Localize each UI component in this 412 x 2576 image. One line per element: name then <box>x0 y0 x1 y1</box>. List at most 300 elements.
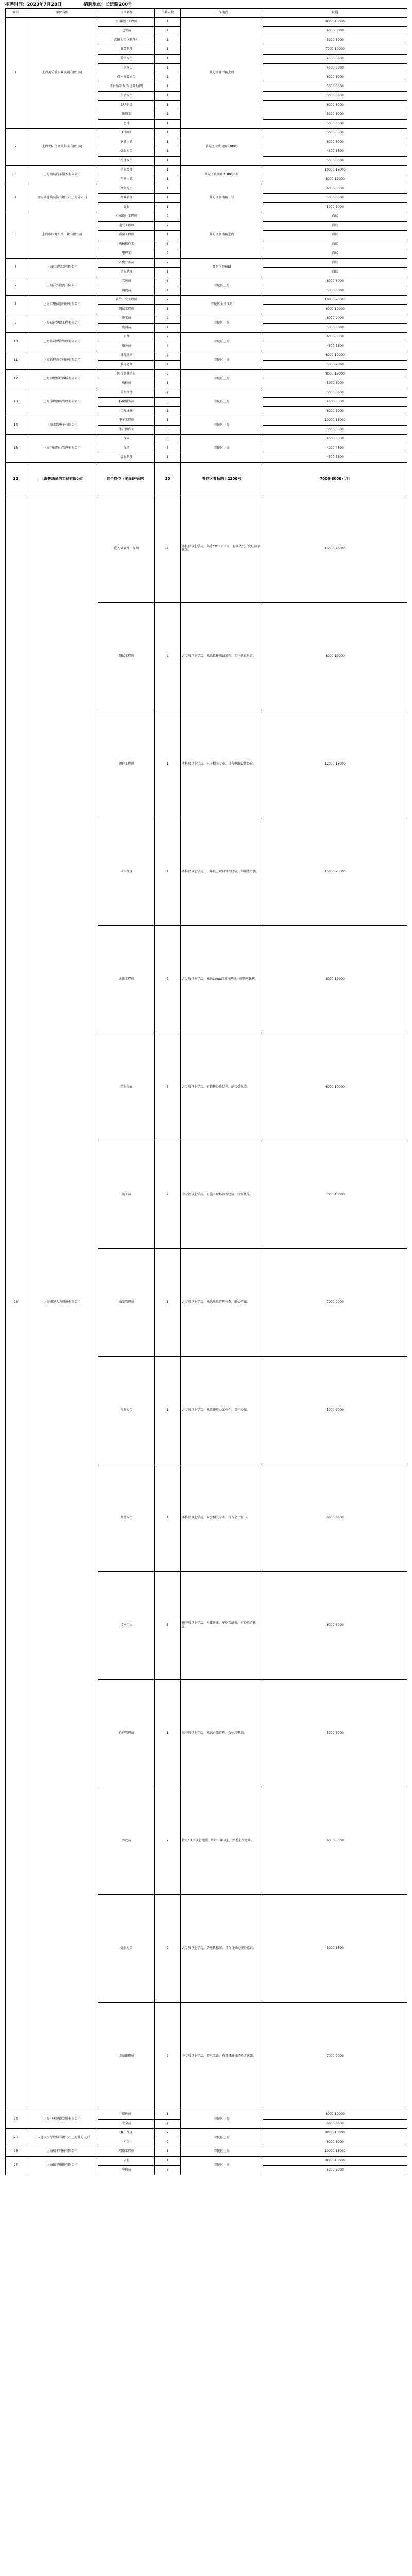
position-requirement: 大专及以上学历，有销售经验优先，能接受出差。 <box>181 1033 263 1141</box>
position-title: 导购员 <box>98 2166 155 2175</box>
position-title: 市场专员 <box>98 64 155 73</box>
position-title: 质量管理员 <box>98 1249 155 1357</box>
table-row <box>6 370 407 379</box>
position-title: 施工员 <box>98 314 155 324</box>
position-pay: 面议 <box>263 222 407 231</box>
position-pay: 5000-6000 <box>263 324 407 333</box>
position-count: 2 <box>155 351 181 361</box>
position-requirement: 本科及以上学历，电子相关专业，具有电路设计经验。 <box>181 710 263 818</box>
position-pay: 5000-6000 <box>263 82 407 92</box>
position-title: 业务助理 <box>98 45 155 55</box>
position-pay: 6000-8000 <box>263 101 407 110</box>
table-row <box>6 166 407 175</box>
position-pay: 面议 <box>263 231 407 240</box>
position-count: 3 <box>155 277 181 286</box>
position-title: 外贸业务员 <box>98 259 155 268</box>
position-pay: 5000-6000 <box>263 379 407 388</box>
position-count: 1 <box>155 45 181 55</box>
position-title: 客服专员 <box>98 1895 155 2003</box>
position-title: 设备维修员 <box>98 2003 155 2110</box>
position-pay: 4000-4500 <box>263 444 407 453</box>
position-title: 前台接待 <box>98 388 155 398</box>
position-count: 1 <box>155 166 181 175</box>
company-no: 11 <box>6 351 26 370</box>
position-count: 1 <box>155 36 181 45</box>
position-count: 1 <box>155 175 181 184</box>
position-count: 1 <box>155 286 181 296</box>
position-title: 财务专员 <box>98 1464 155 1572</box>
work-location: 普陀区真南路二号 <box>181 184 263 212</box>
position-count: 1 <box>155 407 181 416</box>
company-no: 10 <box>6 333 26 351</box>
position-count: 2 <box>155 2003 181 2110</box>
position-title: 电气工程师 <box>98 222 155 231</box>
position-title: 保安 <box>98 435 155 444</box>
work-location: 普陀区上海 <box>181 370 263 388</box>
position-title: 销售经理 <box>98 166 155 175</box>
col-location: 工作地点 <box>181 9 263 18</box>
work-location: 普陀区上海 <box>181 314 263 333</box>
position-pay: 面议 <box>263 240 407 249</box>
position-title: 营销专员 <box>98 55 155 64</box>
company-name: 上海汇聚信息科技有限公司 <box>26 296 98 314</box>
position-pay: 15000-25000 <box>263 818 407 926</box>
position-title: 仓管员 <box>98 27 155 36</box>
position-pay: 5000-5500 <box>263 129 407 138</box>
position-count: 1 <box>155 710 181 818</box>
table-row <box>6 2157 407 2166</box>
work-location: 普陀区上海 <box>181 2129 263 2147</box>
position-count: 3 <box>155 444 181 453</box>
featured-name: 上海数通通信工程有限公司 <box>26 463 98 495</box>
position-pay: 10000-15000 <box>263 416 407 426</box>
position-pay: 5000-6000 <box>263 286 407 296</box>
position-title: 客房服务员 <box>98 398 155 407</box>
position-pay: 4500-5500 <box>263 398 407 407</box>
position-title: 造价员 <box>98 2110 155 2120</box>
table-row <box>6 18 407 27</box>
position-title: 质检员 <box>98 379 155 388</box>
company-no: 12 <box>6 370 26 388</box>
company-name: 金方圆建筑装饰有限公司上海分公司 <box>26 184 98 212</box>
company-no: 7 <box>6 277 26 296</box>
position-pay: 5000-6000 <box>263 194 407 203</box>
work-location: 普陀区真南路2180号1层 <box>181 166 263 184</box>
position-pay: 5000-7000 <box>263 1357 407 1464</box>
work-location: 普陀区上海 <box>181 351 263 370</box>
company-name: 上海祥兴物流有限公司 <box>26 277 98 296</box>
position-count: 1 <box>155 1680 181 1787</box>
company-no: 4 <box>6 184 26 212</box>
company-name: 上海新程教育科技有限公司 <box>26 351 98 370</box>
position-requirement: 持有C1及以上驾照，驾龄三年以上，熟悉上海道路。 <box>181 1787 263 1895</box>
position-count: 1 <box>155 453 181 463</box>
position-count: 1 <box>155 157 181 166</box>
company-no: 2 <box>6 129 26 166</box>
position-title: 机械操作工 <box>98 240 155 249</box>
position-title: 客户经理 <box>98 2129 155 2138</box>
position-pay: 6000-7000 <box>263 407 407 416</box>
position-pay: 6000-8000 <box>263 1464 407 1572</box>
position-pay: 4500-5500 <box>263 342 407 351</box>
position-count: 1 <box>155 101 181 110</box>
position-title: 服务员 <box>98 342 155 351</box>
position-count: 1 <box>155 2157 181 2166</box>
table-row <box>6 296 407 305</box>
company-no: 13 <box>6 388 26 416</box>
position-requirement: 本科及以上学历，财会相关专业，持有会计证书。 <box>181 1464 263 1572</box>
position-pay: 5000-8000 <box>263 120 407 129</box>
position-count: 1 <box>155 361 181 370</box>
position-requirement: 初中及以上学历，身体健康，能吃苦耐劳，有经验者优先。 <box>181 1572 263 1680</box>
position-requirement: 大专及以上学历，熟悉质量管理体系，细心严谨。 <box>181 1249 263 1357</box>
work-location: 普陀区上海 <box>181 2110 263 2129</box>
position-count: 1 <box>155 129 181 138</box>
position-title: 施工员 <box>98 1141 155 1249</box>
col-company: 单位名称 <box>26 9 98 18</box>
position-title: 行政专员 <box>98 1357 155 1464</box>
position-title: 销售代表 <box>98 1033 155 1141</box>
company-name: 上海领航汽车服务有限公司 <box>26 166 98 184</box>
position-title: 客服专员 <box>98 147 155 157</box>
position-title: 仓库管理员 <box>98 1680 155 1787</box>
company-no: 24 <box>6 2110 26 2129</box>
featured-pay: 7000-8000元/月 <box>263 463 407 495</box>
table-row <box>6 259 407 268</box>
company-name: 上海永盛电子有限公司 <box>26 416 98 435</box>
featured-row <box>6 463 407 495</box>
table-row <box>6 495 407 603</box>
company-name: 上海亚星贸易有限公司 <box>26 259 98 277</box>
table-row <box>6 212 407 222</box>
company-name: 上海华晨餐饮管理有限公司 <box>26 333 98 351</box>
position-count: 1 <box>155 18 181 27</box>
company-no: 15 <box>6 435 26 463</box>
position-title: 安全员 <box>98 2120 155 2129</box>
position-pay: 5000-6000 <box>263 36 407 45</box>
position-pay: 6000-8000 <box>263 73 407 82</box>
position-count: 2 <box>155 2129 181 2138</box>
position-count: 4 <box>155 342 181 351</box>
work-location: 普陀区大渡河路1300号 <box>181 129 263 166</box>
col-count: 招聘人数 <box>155 9 181 18</box>
position-pay: 10000-20000 <box>263 296 407 305</box>
position-pay: 8000-12000 <box>263 2110 407 2120</box>
position-title: 文案专员 <box>98 184 155 194</box>
position-count: 2 <box>155 926 181 1033</box>
position-count: 2 <box>155 259 181 268</box>
position-pay: 8000-10000 <box>263 2157 407 2166</box>
position-count: 1 <box>155 416 181 426</box>
position-count: 2 <box>155 314 181 324</box>
company-no: 9 <box>6 314 26 333</box>
position-pay: 12000-18000 <box>263 710 407 818</box>
work-location: 普陀区上海 <box>181 416 263 435</box>
position-title: 医用设计工程师 <box>98 18 155 27</box>
featured-no: 22 <box>6 463 26 495</box>
position-requirement: 高中及以上学历，熟悉仓储管理，会使用电脑。 <box>181 1680 263 1787</box>
position-title: 测试工程师 <box>98 603 155 710</box>
position-pay: 5000-7000 <box>263 203 407 212</box>
position-count: 1 <box>155 138 181 147</box>
position-count: 1 <box>155 55 181 64</box>
company-name: 上海城建人力资源有限公司 <box>26 495 98 2110</box>
position-count: 5 <box>155 426 181 435</box>
table-row <box>6 277 407 286</box>
position-title: IT助理 <box>98 129 155 138</box>
position-count: 2 <box>155 388 181 398</box>
position-title: 运维工程师 <box>98 926 155 1033</box>
position-count: 2 <box>155 2138 181 2147</box>
position-title: 教务老师 <box>98 361 155 370</box>
position-title: 工程维修 <box>98 407 155 416</box>
position-pay: 10000-15000 <box>263 2147 407 2157</box>
position-title: ERP专员 <box>98 101 155 110</box>
position-count: 2 <box>155 370 181 379</box>
position-requirement: 大专及以上学历，熟悉软件测试流程，工作认真负责。 <box>181 603 263 710</box>
position-title: 平台助手专员(运营助理) <box>98 82 155 92</box>
position-requirement: 中专及以上学历，有施工现场管理经验，持证优先。 <box>181 1141 263 1249</box>
position-requirement: 本科及以上学历，熟悉C/C++语言，有嵌入式开发经验者优先。 <box>181 495 263 603</box>
position-pay: 15000-20000 <box>263 495 407 603</box>
position-title: 调度员 <box>98 286 155 296</box>
position-requirement: 大专及以上学历，熟悉Linux系统与网络，能适应轮班。 <box>181 926 263 1033</box>
position-title: 医疗器械销售 <box>98 370 155 379</box>
company-name: 上海市巨龙机械工业有限公司 <box>26 212 98 259</box>
position-pay: 8000-15000 <box>263 2129 407 2138</box>
position-count: 1 <box>155 305 181 314</box>
company-no: 14 <box>6 416 26 435</box>
table-row <box>6 388 407 398</box>
work-location: 普陀区上海 <box>181 2157 263 2175</box>
position-pay: 6000-8000 <box>263 277 407 286</box>
position-pay: 6000-8000 <box>263 1787 407 1895</box>
position-title: 厨师 <box>98 333 155 342</box>
position-count: 1 <box>155 268 181 277</box>
position-title: 客服 <box>98 203 155 212</box>
table-row <box>6 416 407 426</box>
position-pay: 6000-10000 <box>263 1033 407 1141</box>
position-count: 1 <box>155 120 181 129</box>
position-pay: 5000-7000 <box>263 361 407 370</box>
position-title: 客服助理 <box>98 453 155 463</box>
company-name: 上海美乐浦实业发展有限公司 <box>26 18 98 129</box>
position-count: 1 <box>155 82 181 92</box>
position-pay: 5000-6500 <box>263 1895 407 2003</box>
position-count: 1 <box>155 203 181 212</box>
position-count: 1 <box>155 27 181 36</box>
position-pay: 4500-5500 <box>263 453 407 463</box>
position-pay: 4500-5000 <box>263 55 407 64</box>
table-row <box>6 314 407 324</box>
position-title: 驾驶员 <box>98 1787 155 1895</box>
work-location: 普陀区浦泽路上海 <box>181 18 263 129</box>
position-count: 1 <box>155 184 181 194</box>
work-location: 普陀区上海 <box>181 333 263 351</box>
position-count: 2 <box>155 495 181 603</box>
position-count: 5 <box>155 1572 181 1680</box>
position-title: 店长 <box>98 2157 155 2166</box>
position-count: 1 <box>155 194 181 203</box>
position-title: 物业管理 <box>98 194 155 203</box>
position-title: 电焊工 <box>98 249 155 259</box>
position-count: 2 <box>155 333 181 342</box>
position-count: 2 <box>155 603 181 710</box>
position-pay: 6000-8000 <box>263 2138 407 2147</box>
featured-count: 20 <box>155 463 181 495</box>
position-title: 项目经理 <box>98 818 155 926</box>
work-location: 普陀区上海 <box>181 2147 263 2157</box>
position-title: 生产操作工 <box>98 426 155 435</box>
table-header-row <box>6 9 407 18</box>
work-location: 普陀区真南路上海 <box>181 212 263 259</box>
position-pay: 8000-12000 <box>263 305 407 314</box>
company-no: 25 <box>6 2129 26 2147</box>
position-pay: 5000-6000 <box>263 388 407 398</box>
position-count: 1 <box>155 231 181 240</box>
col-position: 岗位名称 <box>98 9 155 18</box>
page-header <box>5 1 407 8</box>
company-no: 6 <box>6 259 26 277</box>
position-title: 软件开发工程师 <box>98 296 155 305</box>
position-count: 2 <box>155 2120 181 2129</box>
position-count: 1 <box>155 92 181 101</box>
position-pay: 5000-6000 <box>263 92 407 101</box>
position-count: 1 <box>155 1464 181 1572</box>
position-title: 统计专员 <box>98 157 155 166</box>
position-pay: 6000-8000 <box>263 2120 407 2129</box>
position-title: 驾驶员 <box>98 277 155 286</box>
position-title: 资料员 <box>98 324 155 333</box>
position-count: 2 <box>155 249 181 259</box>
fair-time: 招聘时间：2023年7月28日 <box>5 2 62 7</box>
company-name: 上海康悦医疗器械有限公司 <box>26 370 98 388</box>
company-name: 上海锦华服饰有限公司 <box>26 2157 98 2175</box>
position-count: 5 <box>155 435 181 444</box>
company-no: 8 <box>6 296 26 314</box>
work-location: 普陀区上海 <box>181 277 263 296</box>
position-count: 1 <box>155 379 181 388</box>
position-count: 1 <box>155 64 181 73</box>
position-count: 1 <box>155 1357 181 1464</box>
work-location: 普陀区上海 <box>181 435 263 463</box>
position-count: 2 <box>155 1141 181 1249</box>
position-count: 2 <box>155 212 181 222</box>
position-count: 2 <box>155 1787 181 1895</box>
position-title: 销售助理 <box>98 268 155 277</box>
position-pay: 6000-8000 <box>263 184 407 194</box>
position-title: 质量工程师 <box>98 231 155 240</box>
position-title: 机械设计工程师 <box>98 212 155 222</box>
position-title: 柜员 <box>98 2138 155 2147</box>
position-pay: 面议 <box>263 268 407 277</box>
position-count: 2 <box>155 1895 181 2003</box>
position-count: 1 <box>155 73 181 82</box>
position-requirement: 大专及以上学历，熟练使用办公软件，责任心强。 <box>181 1357 263 1464</box>
position-count: 3 <box>155 240 181 249</box>
company-name: 中国建设银行股份有限公司上海普陀支行 <box>26 2129 98 2147</box>
position-count: 3 <box>155 2166 181 2175</box>
company-no: 5 <box>6 212 26 259</box>
company-name: 上海宏达建设工程有限公司 <box>26 314 98 333</box>
company-no: 27 <box>6 2157 26 2175</box>
featured-location: 普陀区曹杨路上2200号 <box>181 463 263 495</box>
position-pay: 7000-9000 <box>263 2003 407 2110</box>
position-pay: 7000-9000 <box>263 1249 407 1357</box>
col-pay: 待遇 <box>263 9 407 18</box>
position-pay: 面议 <box>263 259 407 268</box>
work-location: 普陀区上海 <box>181 388 263 416</box>
position-title: 营销专员（助理） <box>98 36 155 45</box>
position-pay: 10000-15000 <box>263 166 407 175</box>
position-pay: 4500-5500 <box>263 435 407 444</box>
position-title: 电子工程师 <box>98 416 155 426</box>
position-title: 会计 <box>98 120 155 129</box>
position-count: 1 <box>155 110 181 120</box>
table-row <box>6 333 407 342</box>
position-title: 网络工程师 <box>98 2147 155 2157</box>
company-no: 3 <box>6 166 26 184</box>
position-count: 1 <box>155 2147 181 2157</box>
position-pay: 8000-10000 <box>263 18 407 27</box>
position-count: 1 <box>155 1249 181 1357</box>
position-pay: 6000-8000 <box>263 138 407 147</box>
company-no: 1 <box>6 18 26 129</box>
work-location: 普陀区金沙江路 <box>181 296 263 314</box>
position-pay: 6000-9000 <box>263 314 407 324</box>
position-count: 2 <box>155 296 181 305</box>
position-count: 2 <box>155 222 181 231</box>
fair-place: 招聘地点：长远路200号 <box>83 2 132 7</box>
position-title: 仓储主管 <box>98 138 155 147</box>
position-title: 硬件工程师 <box>98 710 155 818</box>
position-pay: 6000-10000 <box>263 351 407 361</box>
position-pay: 面议 <box>263 212 407 222</box>
position-title: 测试工程师 <box>98 305 155 314</box>
position-pay: 6000-8000 <box>263 333 407 342</box>
position-pay: 8000-15000 <box>263 370 407 379</box>
position-pay: 5000-6000 <box>263 1680 407 1787</box>
table-row <box>6 184 407 194</box>
position-count: 3 <box>155 398 181 407</box>
position-pay: 5000-7000 <box>263 2166 407 2175</box>
table-row <box>6 2147 407 2157</box>
position-pay: 6000-8000 <box>263 1572 407 1680</box>
position-pay: 7000-10000 <box>263 1141 407 1249</box>
table-body <box>6 9 407 2175</box>
position-title: 课程顾问 <box>98 351 155 361</box>
position-pay: 5000-6000 <box>263 157 407 166</box>
position-count: 1 <box>155 147 181 157</box>
table-row <box>6 2110 407 2120</box>
position-title: 成本核算专员 <box>98 73 155 82</box>
position-pay: 面议 <box>263 249 407 259</box>
work-location: 普陀区曹杨路 <box>181 259 263 277</box>
position-requirement: 大专及以上学历，普通话标准，具有良好的服务意识。 <box>181 1895 263 2003</box>
company-name: 上海太阳鸟物流科技有限公司 <box>26 129 98 166</box>
position-requirement: 中专及以上学历，持电工证，有设备维修经验者优先。 <box>181 2003 263 2110</box>
position-pay: 8000-12000 <box>263 926 407 1033</box>
position-title: 保洁 <box>98 444 155 453</box>
position-count: 1 <box>155 2110 181 2120</box>
position-count: 1 <box>155 324 181 333</box>
position-title: 维修工 <box>98 110 155 120</box>
company-no: 23 <box>6 495 26 2110</box>
company-name: 上海恒信物业管理有限公司 <box>26 435 98 463</box>
position-pay: 4000-5000 <box>263 27 407 36</box>
table-row <box>6 2129 407 2138</box>
col-no: 编号 <box>6 9 26 18</box>
